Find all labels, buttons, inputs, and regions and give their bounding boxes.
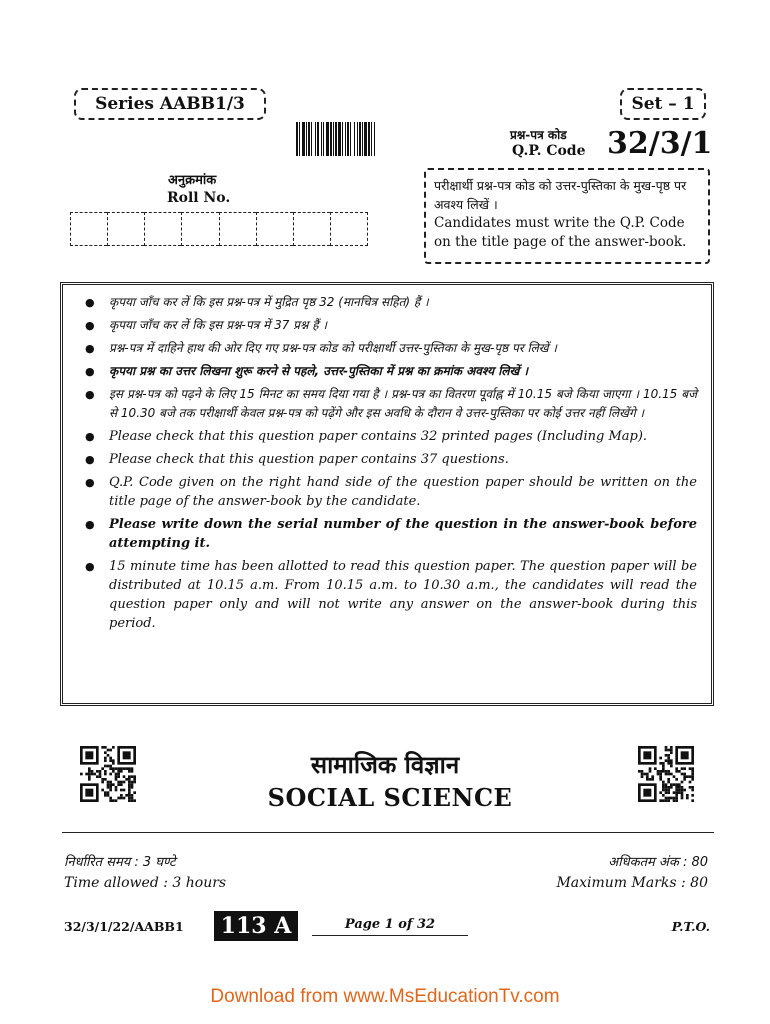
- time-allowed: Time allowed : 3 hours: [64, 875, 227, 891]
- roll-label-hindi: अनुक्रमांक: [168, 173, 217, 188]
- divider: [62, 832, 714, 833]
- roll-box[interactable]: [181, 212, 218, 246]
- roll-box[interactable]: [144, 212, 181, 246]
- instruction-item: ● इस प्रश्न-पत्र को पढ़ने के लिए 15 मिनट का समय दिया गया है । प्रश्न-पत्र का वितरण पूर्वाह्न में 10.15 बजे किया जाएगा । 10.15 बजे से 10.30 बजे तक परीक्षार्थी केवल प्रश्न-पत्र को पढ़ेंगे और इस अवधि के दौरान वे उत्तर-पुस्तिका पर कोई उत्तर नहीं लिखेंगे ।: [83, 385, 697, 423]
- qp-code-label: Q.P. Code: [512, 143, 586, 159]
- instruction-item: ● Please check that this question paper contains 37 questions.: [83, 450, 697, 469]
- time-allowed-hindi: निर्धारित समय : 3 घण्टे: [64, 855, 176, 870]
- roll-box[interactable]: [70, 212, 107, 246]
- pto-label: P.T.O.: [671, 919, 710, 934]
- instructions-box: [60, 282, 714, 706]
- page-number: Page 1 of 32: [312, 917, 468, 936]
- set-label: Set – 1: [631, 94, 695, 114]
- set-box: [620, 88, 706, 120]
- maximum-marks: Maximum Marks : 80: [556, 875, 708, 891]
- instruction-item: ● Q.P. Code given on the right hand side of the question paper should be written on the title page of the answer-book by the candidate.: [83, 473, 697, 511]
- watermark-link[interactable]: Download from www.MsEducationTv.com: [210, 986, 560, 1007]
- instruction-item: ● 15 minute time has been allotted to read this question paper. The question paper will be distributed at 10.15 a.m. From 10.15 a.m. to 10.30 a.m., the candidates will read the question paper only and will not write any answer on the answer-book during this period.: [83, 557, 697, 633]
- candidate-note-hindi: परीक्षार्थी प्रश्न-पत्र कोड को उत्तर-पुस्तिका के मुख-पृष्ठ पर अवश्य लिखें ।: [434, 178, 687, 212]
- roll-box[interactable]: [330, 212, 368, 246]
- instruction-item: ● कृपया जाँच कर लें कि इस प्रश्न-पत्र में 37 प्रश्न हैं ।: [83, 316, 697, 335]
- roll-number-boxes[interactable]: [70, 212, 368, 246]
- candidate-note-box: [424, 168, 710, 264]
- instruction-item: ● कृपया प्रश्न का उत्तर लिखना शुरू करने से पहले, उत्तर-पुस्तिका में प्रश्न का क्रमांक अवश्य लिखें ।: [83, 362, 697, 381]
- instruction-item: ● Please check that this question paper contains 32 printed pages (Including Map).: [83, 427, 697, 446]
- paper-badge: 113 A: [214, 911, 298, 941]
- subject-title: SOCIAL SCIENCE: [267, 783, 513, 812]
- roll-box[interactable]: [256, 212, 293, 246]
- qp-code: 32/3/1: [607, 126, 713, 161]
- roll-box[interactable]: [293, 212, 330, 246]
- series-box: [74, 88, 266, 120]
- series-label: Series AABB1/3: [95, 94, 245, 114]
- qp-code-label-hindi: प्रश्न-पत्र कोड: [510, 128, 567, 142]
- footer-code: 32/3/1/22/AABB1: [64, 919, 184, 934]
- roll-box[interactable]: [219, 212, 256, 246]
- candidate-note-english: Candidates must write the Q.P. Code on the title page of the answer-book.: [434, 215, 687, 250]
- subject-title-hindi: सामाजिक विज्ञान: [310, 751, 460, 779]
- instruction-item: ● कृपया जाँच कर लें कि इस प्रश्न-पत्र में मुद्रित पृष्ठ 32 (मानचित्र सहित) हैं ।: [83, 293, 697, 312]
- roll-box[interactable]: [107, 212, 144, 246]
- instruction-item: ● Please write down the serial number of the question in the answer-book before attempting it.: [83, 515, 697, 553]
- instruction-item: ● प्रश्न-पत्र में दाहिने हाथ की ओर दिए गए प्रश्न-पत्र कोड को परीक्षार्थी उत्तर-पुस्तिका के मुख-पृष्ठ पर लिखें ।: [83, 339, 697, 358]
- barcode: [296, 122, 448, 156]
- roll-label: Roll No.: [167, 190, 231, 206]
- maximum-marks-hindi: अधिकतम अंक : 80: [608, 855, 708, 870]
